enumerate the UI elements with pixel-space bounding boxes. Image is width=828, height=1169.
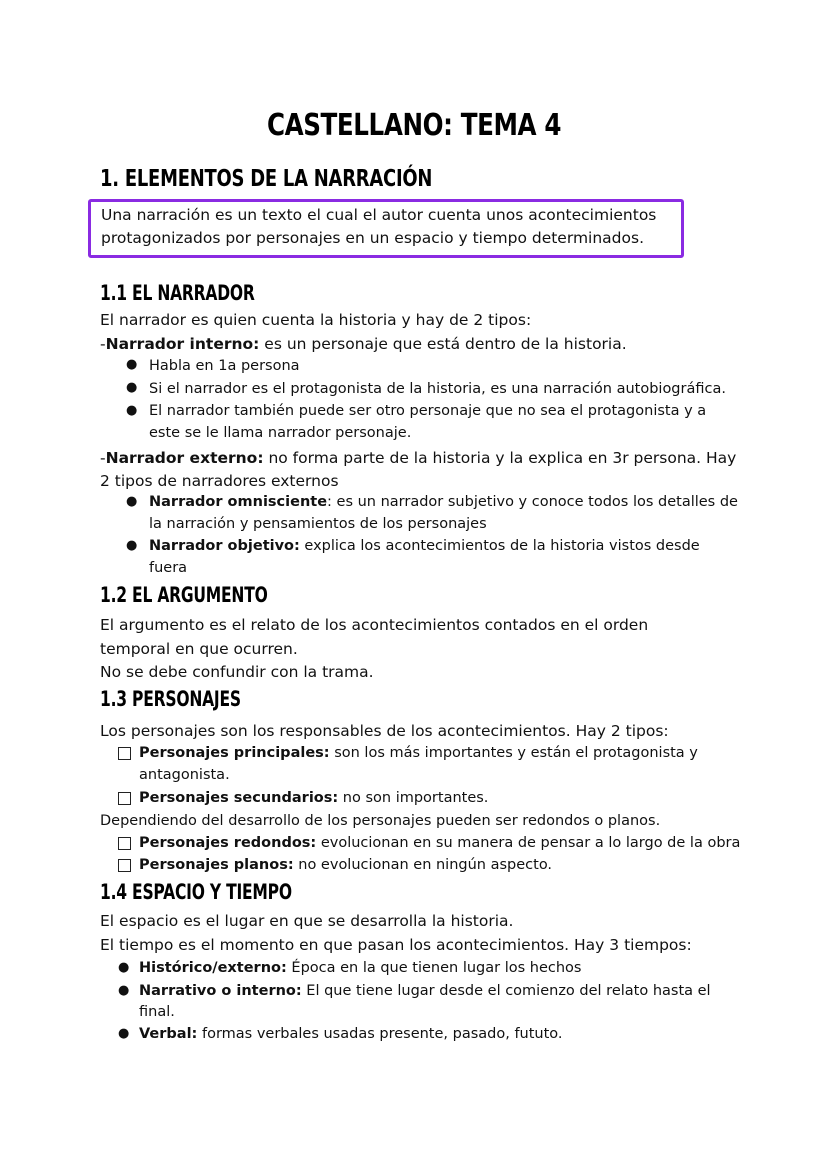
definition-box: [88, 199, 684, 258]
narrador-externo-line-2: 2 tipos de narradores externos: [100, 472, 339, 490]
heading-personajes: 1.3 PERSONAJES: [100, 687, 241, 711]
bullet-icon: ●: [126, 494, 138, 509]
list-item-narrativo: [139, 981, 711, 1002]
list-item-redondos: [139, 833, 740, 854]
heading-espacio-tiempo: 1.4 ESPACIO Y TIEMPO: [100, 880, 292, 904]
redondos-text: evolucionan en su manera de pensar a lo largo de la obra: [316, 835, 741, 851]
bullet-icon: ●: [118, 983, 130, 998]
checkbox-icon: [118, 837, 131, 850]
list-item-continuation: este se le llama narrador personaje.: [149, 425, 412, 441]
planos-label: Personajes planos:: [139, 857, 294, 873]
verbal-text: formas verbales usadas presente, pasado, fututo.: [197, 1026, 563, 1042]
historico-label: Histórico/externo:: [139, 960, 287, 976]
argumento-line-1: El argumento es el relato de los acontecimientos contados en el orden: [100, 616, 649, 634]
list-item: Si el narrador es el protagonista de la historia, es una narración autobiográfica.: [149, 381, 726, 397]
narrativo-text: El que tiene lugar desde el comienzo del relato hasta el: [301, 983, 711, 999]
heading-argumento: 1.2 EL ARGUMENTO: [100, 583, 268, 607]
narrador-externo-text: no forma parte de la historia y la explica en 3r persona. Hay: [263, 449, 737, 467]
objetivo-label: Narrador objetivo:: [149, 538, 300, 554]
espacio-line-2: El tiempo es el momento en que pasan los acontecimientos. Hay 3 tiempos:: [100, 936, 692, 954]
verbal-label: Verbal:: [139, 1026, 198, 1042]
objetivo-text: explica los acontecimientos de la historia vistos desde: [299, 538, 700, 554]
list-item: Habla en 1a persona: [149, 358, 300, 374]
omnisciente-text: : es un narrador subjetivo y conoce todos los detalles de: [327, 494, 738, 510]
principales-text: son los más importantes y están el protagonista y: [329, 745, 698, 761]
bullet-icon: ●: [118, 1026, 130, 1041]
historico-text: Época en la que tienen lugar los hechos: [286, 960, 582, 976]
list-item-omnisciente: [149, 492, 738, 513]
narrador-interno-line: [100, 333, 627, 355]
narrador-interno-label: Narrador interno:: [105, 335, 260, 353]
personajes-desarrollo: Dependiendo del desarrollo de los personajes pueden ser redondos o planos.: [100, 813, 661, 829]
list-item-principales: [139, 743, 698, 764]
list-item-planos: [139, 855, 552, 876]
bullet-icon: ●: [126, 380, 138, 395]
list-item-continuation: antagonista.: [139, 767, 230, 783]
dash: -: [100, 449, 106, 467]
checkbox-icon: [118, 859, 131, 872]
list-item-continuation: fuera: [149, 560, 188, 576]
list-item-objetivo: [149, 536, 700, 557]
planos-text: no evolucionan en ningún aspecto.: [293, 857, 553, 873]
narrador-intro: El narrador es quien cuenta la historia y hay de 2 tipos:: [100, 311, 532, 329]
checkbox-icon: [118, 792, 131, 805]
argumento-line-3: No se debe confundir con la trama.: [100, 663, 374, 681]
secundarios-label: Personajes secundarios:: [139, 790, 339, 806]
secundarios-text: no son importantes.: [338, 790, 489, 806]
bullet-icon: ●: [118, 960, 130, 975]
redondos-label: Personajes redondos:: [139, 835, 317, 851]
argumento-line-2: temporal en que ocurren.: [100, 640, 298, 658]
list-item-historico: [139, 958, 581, 979]
list-item: El narrador también puede ser otro personaje que no sea el protagonista y a: [149, 403, 707, 419]
narrador-interno-text: es un personaje que está dentro de la historia.: [259, 335, 627, 353]
list-item-verbal: [139, 1024, 563, 1045]
heading-narrador: 1.1 EL NARRADOR: [100, 281, 255, 305]
personajes-intro: Los personajes son los responsables de los acontecimientos. Hay 2 tipos:: [100, 722, 669, 740]
list-item-continuation: la narración y pensamientos de los personajes: [149, 516, 487, 532]
bullet-icon: ●: [126, 538, 138, 553]
list-item-secundarios: [139, 788, 488, 809]
omnisciente-label: Narrador omnisciente: [149, 494, 328, 510]
narrador-externo-line: [100, 447, 736, 469]
narrativo-label: Narrativo o interno:: [139, 983, 302, 999]
narrador-externo-label: Narrador externo:: [105, 449, 264, 467]
dash: -: [100, 335, 106, 353]
espacio-line-1: El espacio es el lugar en que se desarrolla la historia.: [100, 912, 514, 930]
checkbox-icon: [118, 747, 131, 760]
principales-label: Personajes principales:: [139, 745, 330, 761]
section-heading-elementos: 1. ELEMENTOS DE LA NARRACIÓN: [100, 166, 433, 192]
definition-line-1: Una narración es un texto el cual el autor cuenta unos acontecimientos: [101, 206, 657, 224]
list-item-continuation: final.: [139, 1004, 175, 1020]
page-title: CASTELLANO: TEMA 4: [266, 108, 562, 143]
bullet-icon: ●: [126, 357, 138, 372]
definition-line-2: protagonizados por personajes en un espacio y tiempo determinados.: [101, 229, 644, 247]
bullet-icon: ●: [126, 403, 138, 418]
